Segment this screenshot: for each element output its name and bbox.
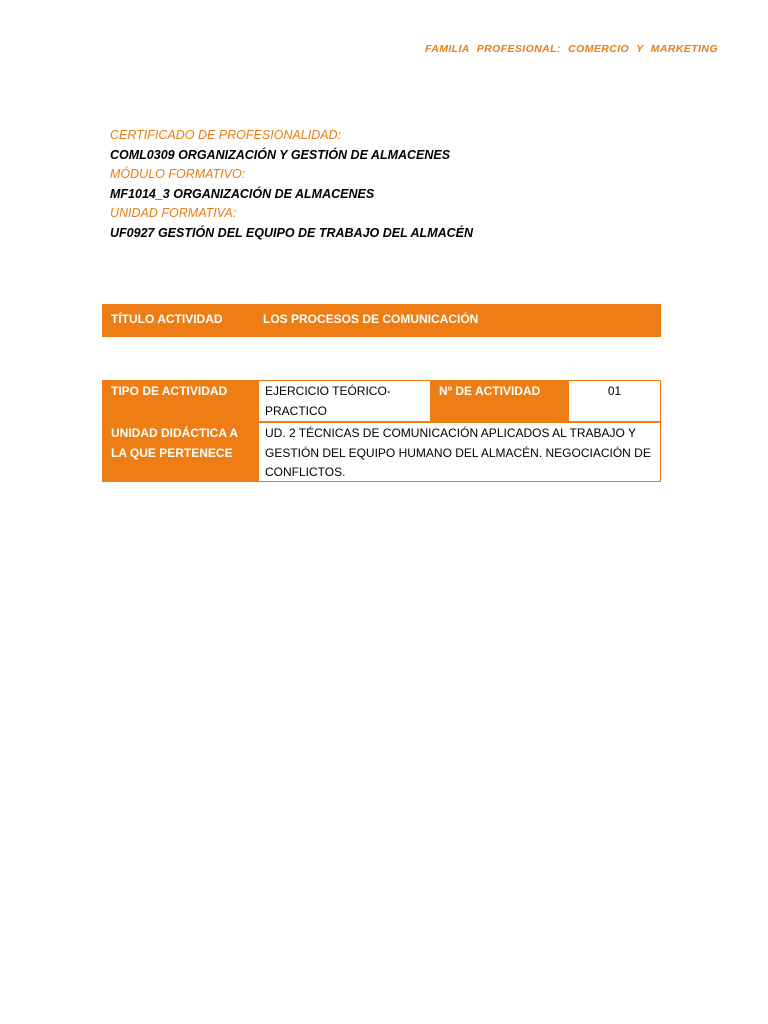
didactic-unit-label: UNIDAD DIDÁCTICA A LA QUE PERTENECE bbox=[102, 422, 258, 482]
activity-number-value: 01 bbox=[568, 380, 661, 422]
activity-type-label: TIPO DE ACTIVIDAD bbox=[102, 380, 258, 422]
activity-title-value: LOS PROCESOS DE COMUNICACIÓN bbox=[263, 312, 479, 326]
certificate-label: CERTIFICADO DE PROFESIONALIDAD: bbox=[110, 128, 342, 142]
activity-number-label: Nº DE ACTIVIDAD bbox=[431, 380, 568, 422]
module-value: MF1014_3 ORGANIZACIÓN DE ALMACENES bbox=[110, 186, 375, 201]
activity-title-label: TÍTULO ACTIVIDAD bbox=[111, 312, 223, 326]
activity-type-value: EJERCICIO TEÓRICO-PRACTICO bbox=[258, 380, 431, 422]
training-unit-value: UF0927 GESTIÓN DEL EQUIPO DE TRABAJO DEL ALMACÉN bbox=[110, 225, 474, 240]
activity-title-bar bbox=[102, 304, 661, 337]
certificate-info bbox=[110, 126, 473, 244]
didactic-unit-value: UD. 2 TÉCNICAS DE COMUNICACIÓN APLICADOS AL TRABAJO Y GESTIÓN DEL EQUIPO HUMANO DEL ALMACÉN. NEGOCIACIÓN DE CONFLICTOS. bbox=[258, 422, 661, 482]
page-header-family: FAMILIA PROFESIONAL: COMERCIO Y MARKETING bbox=[425, 43, 718, 55]
training-unit-label: UNIDAD FORMATIVA: bbox=[110, 206, 237, 221]
module-label: MÓDULO FORMATIVO: bbox=[110, 167, 246, 182]
certificate-value: COML0309 ORGANIZACIÓN Y GESTIÓN DE ALMACENES bbox=[110, 147, 451, 162]
activity-details-table bbox=[102, 380, 661, 482]
